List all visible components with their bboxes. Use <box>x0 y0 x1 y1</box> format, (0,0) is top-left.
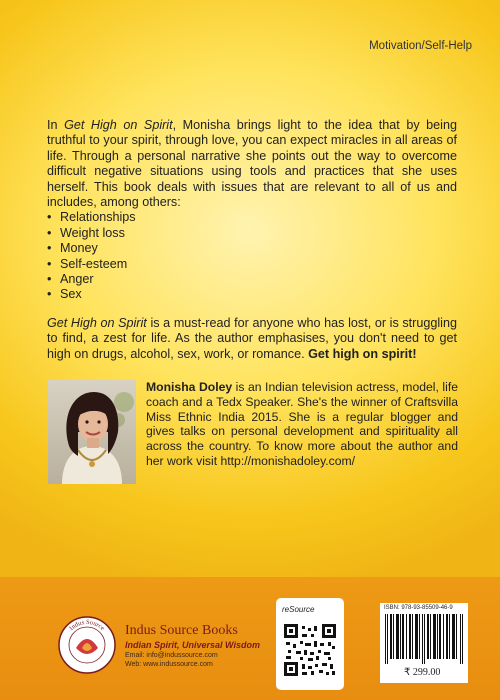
summary-section <box>47 316 457 362</box>
qr-code-icon <box>284 624 336 676</box>
barcode-icon <box>384 614 464 664</box>
list-item: • Money <box>47 241 457 256</box>
intro-text: In <box>47 118 65 132</box>
isbn-label: ISBN: 978-93-85509-46-9 <box>384 605 453 611</box>
publisher-name: Indus Source Books <box>125 623 238 638</box>
publisher-logo-icon <box>58 616 116 674</box>
list-item: • Sex <box>47 287 457 302</box>
book-title-italic: Get High on Spirit <box>47 316 147 330</box>
logo-text: Indus Source <box>68 618 106 633</box>
price-label: ₹ 299.00 <box>404 667 441 678</box>
summary-paragraph <box>47 316 457 362</box>
author-bio-body: is an Indian television actress, model, life coach and a Tedx Speaker. She's the winner of Craftsvilla Miss Ethnic India 2015. She is a regular blogger and gives talks on personal development and spirituality all across the country. To know more about the author and her work visit http://monishadoley.com/ <box>146 380 458 468</box>
intro-text-rest: , Monisha brings light to the idea that by being truthful to your spirit, through love, you can expect miracles in all areas of life. Through a personal narrative she points out the way to overcome difficult negative situations using tools and practices that she uses herself. This book deals with issues that are relevant to all of us and includes, among others: <box>47 118 457 210</box>
author-bio <box>146 380 458 469</box>
summary-text: is a must-read for anyone who has lost, or is struggling to find, a zest for life. As the author emphasises, you don't need to get high on drugs, alcohol, sex, work, or romance. <box>47 316 457 361</box>
category-label: Motivation/Self-Help <box>369 40 472 52</box>
list-item: • Anger <box>47 272 457 287</box>
publisher-block <box>125 623 275 669</box>
barcode-box <box>380 603 468 683</box>
author-photo <box>48 380 136 484</box>
publisher-email: Email: info@indussource.com <box>125 652 218 659</box>
topics-list <box>47 210 457 302</box>
author-bio-text <box>146 380 458 469</box>
list-item: • Relationships <box>47 210 457 225</box>
author-name: Monisha Doley <box>146 380 233 394</box>
closing-tagline: Get high on spirit! <box>308 346 417 361</box>
list-item: • Self-esteem <box>47 257 457 272</box>
publisher-web: Web: www.indussource.com <box>125 661 213 668</box>
blurb-section <box>47 118 457 303</box>
publisher-tagline: Indian Spirit, Universal Wisdom <box>125 640 260 650</box>
qr-label: reSource <box>282 605 315 614</box>
qr-card <box>276 598 344 690</box>
book-title-italic: Get High on Spirit <box>64 118 173 132</box>
blurb-intro <box>47 118 457 210</box>
list-item: • Weight loss <box>47 226 457 241</box>
